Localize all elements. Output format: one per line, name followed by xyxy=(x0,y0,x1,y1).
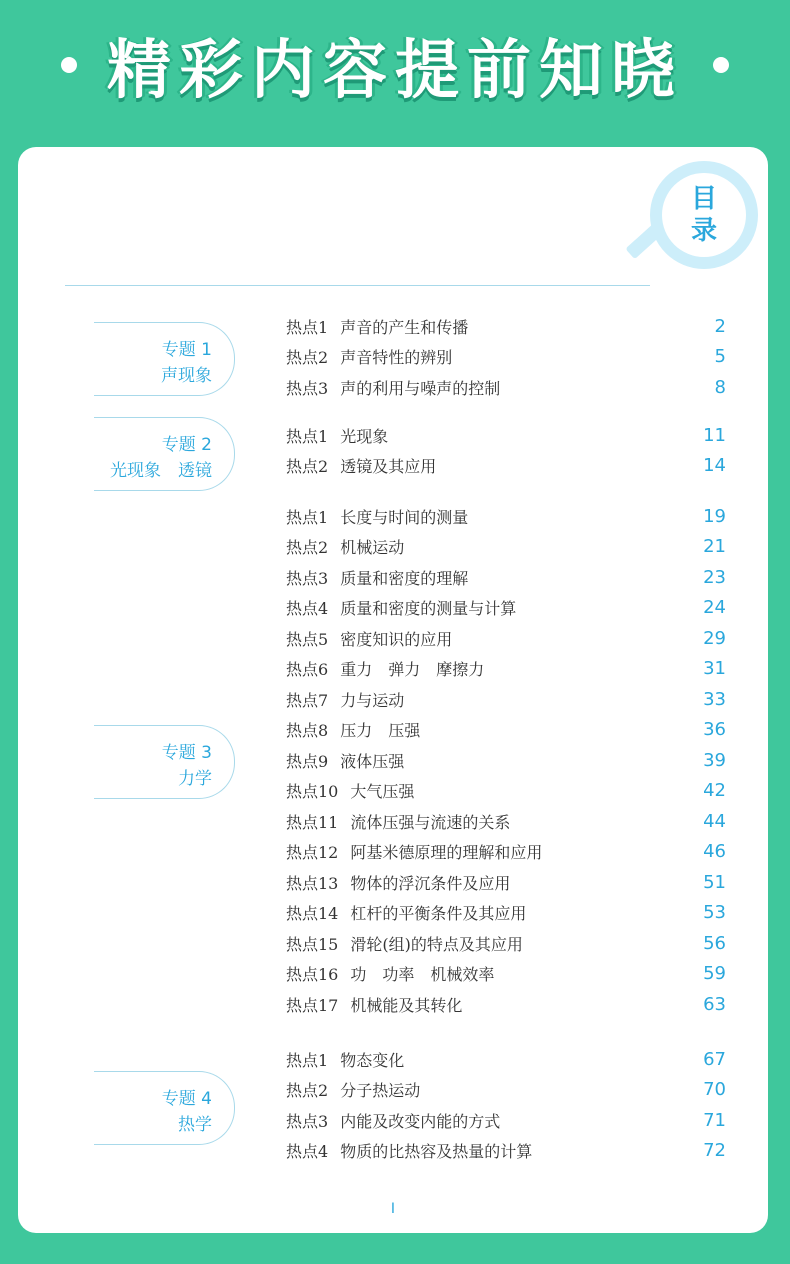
toc-entry[interactable] xyxy=(286,989,726,1019)
toc-card xyxy=(18,147,768,1233)
entry-page-number: 46 xyxy=(703,841,726,862)
hotspot-number: 热点3 xyxy=(286,568,329,588)
toc-entry[interactable] xyxy=(286,745,726,775)
topic-number: 专题 3 xyxy=(161,743,212,763)
toc-entry[interactable] xyxy=(286,1075,726,1105)
entry-title: 长度与时间的测量 xyxy=(340,507,469,527)
entry-title: 质量和密度的理解 xyxy=(340,568,469,588)
banner-title: 精彩内容提前知晓 xyxy=(107,34,683,108)
toc-entry[interactable] xyxy=(286,342,726,372)
toc-entry[interactable] xyxy=(286,806,726,836)
entry-title: 物质的比热容及热量的计算 xyxy=(340,1142,533,1161)
entry-page-number: 44 xyxy=(703,810,726,832)
entry-title: 机械能及其转化 xyxy=(350,995,463,1015)
entry-page-number: 8 xyxy=(714,376,726,398)
toc-entry[interactable] xyxy=(286,776,726,806)
magnifier-icon xyxy=(650,161,758,269)
hotspot-number: 热点8 xyxy=(286,721,329,740)
entry-title: 功 功率 机械效率 xyxy=(350,965,495,984)
entry-title: 质量和密度的测量与计算 xyxy=(340,599,517,618)
entry-page-number: 36 xyxy=(703,719,726,740)
topic-4-tab[interactable] xyxy=(94,1071,235,1145)
entry-title: 声音特性的辨别 xyxy=(340,348,453,367)
entry-page-number: 31 xyxy=(703,658,726,679)
entry-title: 声音的产生和传播 xyxy=(340,317,469,337)
entry-page-number: 56 xyxy=(703,932,726,954)
topic-name: 力学 xyxy=(178,769,212,789)
hotspot-number: 热点9 xyxy=(286,751,329,771)
entry-title: 透镜及其应用 xyxy=(340,457,437,476)
entry-title: 机械运动 xyxy=(340,538,405,557)
hotspot-number: 热点15 xyxy=(286,934,339,954)
hotspot-number: 热点2 xyxy=(286,1081,329,1100)
hotspot-number: 热点14 xyxy=(286,904,339,923)
hotspot-number: 热点2 xyxy=(286,348,329,367)
toc-entry[interactable] xyxy=(286,959,726,989)
toc-entry[interactable] xyxy=(286,867,726,897)
toc-entry[interactable] xyxy=(286,715,726,745)
toc-entry[interactable] xyxy=(286,684,726,714)
entry-page-number: 33 xyxy=(703,688,726,710)
toc-entry[interactable] xyxy=(286,928,726,958)
entry-page-number: 67 xyxy=(703,1048,726,1070)
toc-entry[interactable] xyxy=(286,372,726,402)
hotspot-number: 热点6 xyxy=(286,660,329,679)
entry-page-number: 63 xyxy=(703,993,726,1015)
toc-entry[interactable] xyxy=(286,898,726,928)
hotspot-number: 热点5 xyxy=(286,629,329,649)
toc-entry[interactable] xyxy=(286,654,726,684)
topic-name: 热学 xyxy=(178,1115,212,1135)
entry-page-number: 14 xyxy=(703,455,726,476)
toc-entry[interactable] xyxy=(286,623,726,653)
topic-name: 光现象 透镜 xyxy=(110,461,212,481)
hotspot-number: 热点1 xyxy=(286,317,329,337)
entry-title: 物态变化 xyxy=(340,1050,405,1070)
toc-entry[interactable] xyxy=(286,420,726,450)
header-divider xyxy=(65,285,650,286)
entry-title: 阿基米德原理的理解和应用 xyxy=(350,843,543,862)
hotspot-number: 热点10 xyxy=(286,782,339,801)
entry-page-number: 2 xyxy=(714,315,726,337)
hotspot-number: 热点11 xyxy=(286,812,339,832)
entry-title: 重力 弹力 摩擦力 xyxy=(340,660,485,679)
entry-page-number: 23 xyxy=(703,566,726,588)
topic-name: 声现象 xyxy=(161,366,212,386)
hotspot-number: 热点1 xyxy=(286,426,329,446)
toc-heading-line1: 目 xyxy=(690,184,717,214)
entry-title: 声的利用与噪声的控制 xyxy=(340,378,501,398)
entry-page-number: 71 xyxy=(703,1109,726,1131)
page-number: I xyxy=(390,1201,396,1217)
toc-entry[interactable] xyxy=(286,311,726,341)
toc-entry[interactable] xyxy=(286,562,726,592)
toc-entry[interactable] xyxy=(286,501,726,531)
toc-heading xyxy=(662,173,746,257)
toc-entry[interactable] xyxy=(286,532,726,562)
toc-entry[interactable] xyxy=(286,1136,726,1166)
toc-entry[interactable] xyxy=(286,593,726,623)
entry-title: 流体压强与流速的关系 xyxy=(350,812,511,832)
entry-page-number: 24 xyxy=(703,597,726,618)
entry-page-number: 19 xyxy=(703,505,726,527)
entry-page-number: 5 xyxy=(714,346,726,367)
hotspot-number: 热点2 xyxy=(286,457,329,476)
hotspot-number: 热点17 xyxy=(286,995,339,1015)
hotspot-number: 热点3 xyxy=(286,378,329,398)
toc-entry[interactable] xyxy=(286,451,726,481)
hotspot-number: 热点16 xyxy=(286,965,339,984)
hotspot-number: 热点4 xyxy=(286,599,329,618)
entry-page-number: 21 xyxy=(703,536,726,557)
entry-title: 压力 压强 xyxy=(340,721,421,740)
toc-heading-line2: 录 xyxy=(690,216,717,246)
hotspot-number: 热点2 xyxy=(286,538,329,557)
entry-title: 分子热运动 xyxy=(340,1081,421,1100)
entry-title: 液体压强 xyxy=(340,751,405,771)
bullet-dot-left-icon xyxy=(61,57,77,73)
topic-1-tab[interactable] xyxy=(94,322,235,396)
topic-number: 专题 2 xyxy=(161,435,212,455)
toc-entry[interactable] xyxy=(286,837,726,867)
entry-page-number: 51 xyxy=(703,871,726,893)
entry-title: 力与运动 xyxy=(340,690,405,710)
entry-title: 杠杆的平衡条件及其应用 xyxy=(350,904,527,923)
toc-entry[interactable] xyxy=(286,1105,726,1135)
topic-number: 专题 4 xyxy=(161,1089,212,1109)
topic-2-tab[interactable] xyxy=(94,417,235,491)
hotspot-number: 热点7 xyxy=(286,690,329,710)
hotspot-number: 热点12 xyxy=(286,843,339,862)
header-banner xyxy=(0,0,790,130)
entry-title: 密度知识的应用 xyxy=(340,629,453,649)
entry-page-number: 59 xyxy=(703,963,726,984)
topic-number: 专题 1 xyxy=(161,340,212,360)
entry-title: 物体的浮沉条件及应用 xyxy=(350,873,511,893)
entry-page-number: 11 xyxy=(703,424,726,446)
entry-page-number: 70 xyxy=(703,1079,726,1100)
entry-title: 滑轮(组)的特点及其应用 xyxy=(350,934,523,954)
bullet-dot-right-icon xyxy=(713,57,729,73)
hotspot-number: 热点13 xyxy=(286,873,339,893)
toc-entry[interactable] xyxy=(286,1044,726,1074)
entry-page-number: 72 xyxy=(703,1140,726,1161)
entry-title: 大气压强 xyxy=(350,782,415,801)
entry-page-number: 42 xyxy=(703,780,726,801)
hotspot-number: 热点1 xyxy=(286,507,329,527)
entry-title: 光现象 xyxy=(340,426,389,446)
hotspot-number: 热点3 xyxy=(286,1111,329,1131)
entry-title: 内能及改变内能的方式 xyxy=(340,1111,501,1131)
hotspot-number: 热点4 xyxy=(286,1142,329,1161)
entry-page-number: 39 xyxy=(703,749,726,771)
entry-page-number: 29 xyxy=(703,627,726,649)
hotspot-number: 热点1 xyxy=(286,1050,329,1070)
entry-page-number: 53 xyxy=(703,902,726,923)
topic-3-tab[interactable] xyxy=(94,725,235,799)
